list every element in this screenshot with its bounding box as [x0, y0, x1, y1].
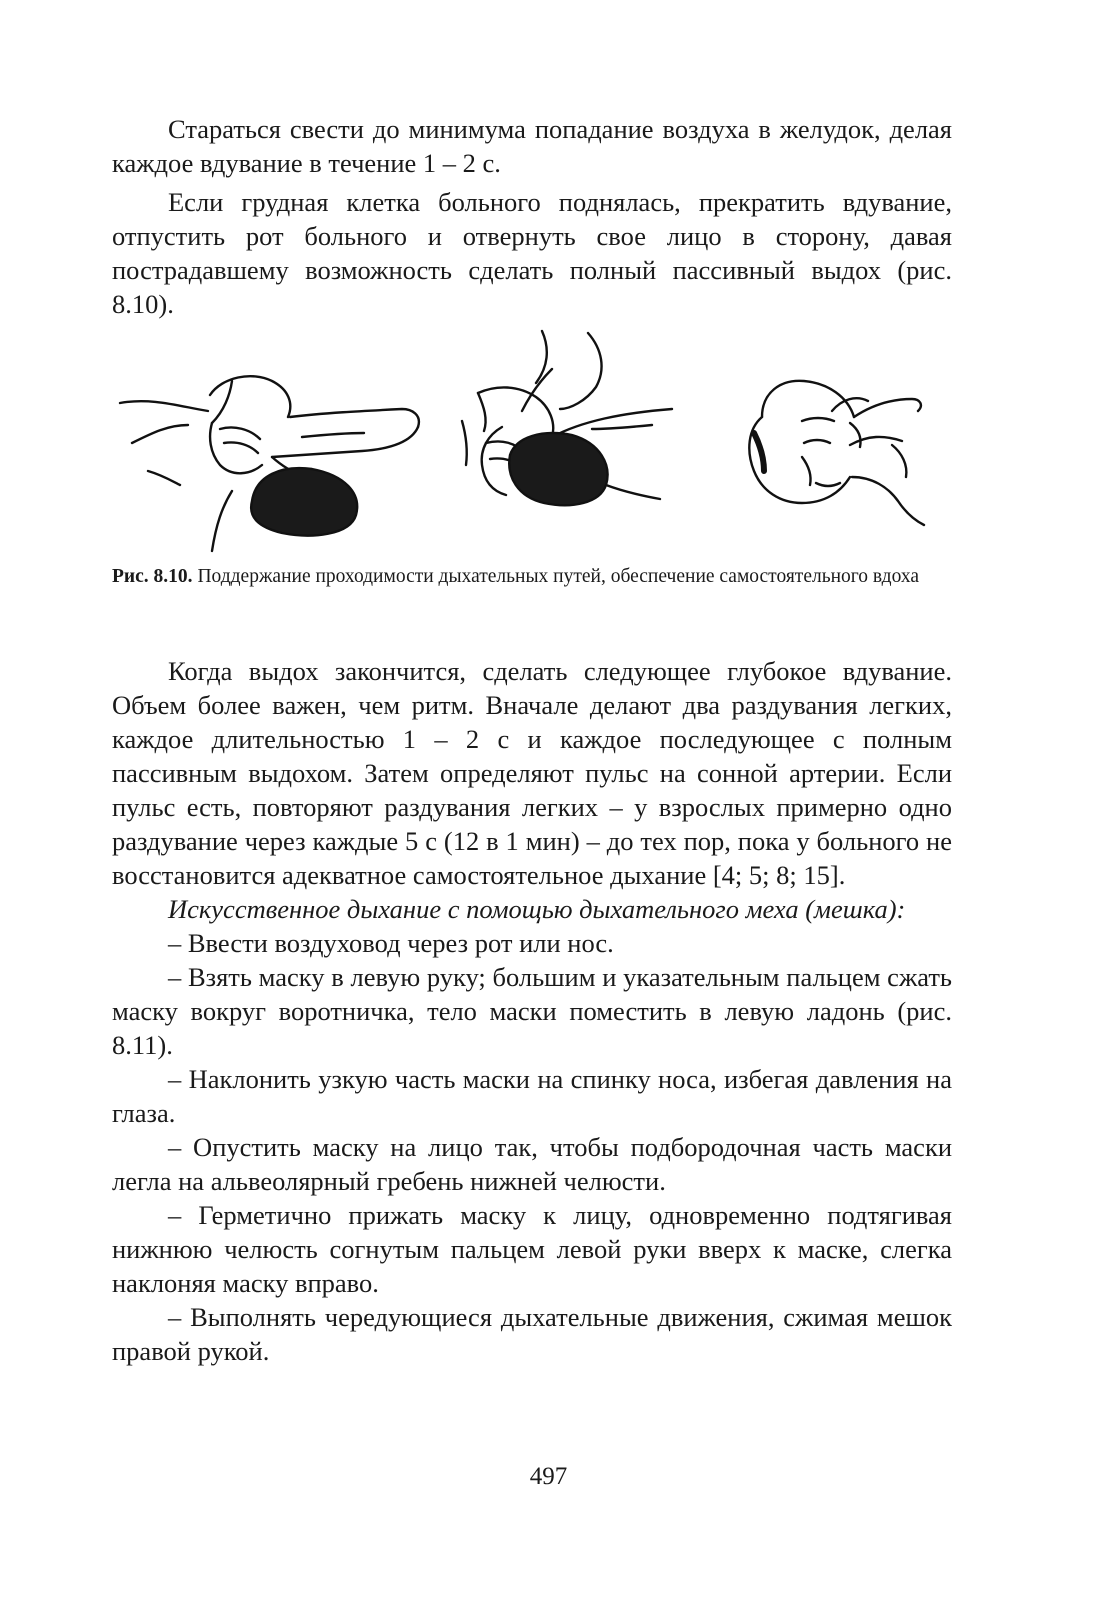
- figure-caption-text: Поддержание проходимости дыхательных путей, обеспечение самостоятельного вдоха: [192, 566, 919, 587]
- figure-8-10: [112, 325, 952, 557]
- section-heading: Искусственное дыхание с помощью дыхательного меха (мешка):: [168, 894, 906, 924]
- page-number: 497: [529, 1463, 568, 1490]
- paragraph: Если грудная клетка больного поднялась, прекратить вдувание, отпустить рот больного и отвернуть свое лицо в сторону, давая пострадавшему возможность сделать полный пассивный выдох (рис. 8.10).: [112, 187, 952, 319]
- list-item: – Ввести воздуховод через рот или нос.: [168, 928, 614, 958]
- bottom-text-block: [112, 654, 952, 1368]
- illustration-face-hold: [749, 381, 924, 525]
- top-text-block: [112, 112, 952, 321]
- illustration-head-tilt: [120, 376, 419, 551]
- list-item: – Герметично прижать маску к лицу, одновременно подтягивая нижнюю челюсть согнутым пальцем левой руки вверх к маске, слегка наклоняя маску вправо.: [112, 1200, 952, 1298]
- paragraph: Когда выдох закончится, сделать следующее глубокое вдувание. Объем более важен, чем ритм. Вначале делают два раздувания легких, каждое длительностью 1 – 2 с и каждое последующее с полным пассивным выдохом. Затем определяют пульс на сонной артерии. Если пульс есть, повторяют раздувания легких – у взрослых примерно одно раздувание через каждые 5 с (12 в 1 мин) – до тех пор, пока у больного не восстановится адекватное самостоятельное дыхание [4; 5; 8; 15].: [112, 656, 952, 890]
- airway-illustration: [112, 325, 952, 557]
- paragraph: Стараться свести до минимума попадание воздуха в желудок, делая каждое вдувание в течение 1 – 2 с.: [112, 114, 952, 178]
- illustration-jaw-thrust: [462, 331, 672, 505]
- list-item: – Взять маску в левую руку; большим и указательным пальцем сжать маску вокруг воротничка, тело маски поместить в левую ладонь (рис. 8.11).: [112, 962, 952, 1060]
- figure-caption-label: Рис. 8.10.: [112, 566, 193, 587]
- list-item: – Опустить маску на лицо так, чтобы подбородочная часть маски легла на альвеолярный гребень нижней челюсти.: [112, 1132, 952, 1196]
- list-item: – Наклонить узкую часть маски на спинку носа, избегая давления на глаза.: [112, 1064, 952, 1128]
- figure-caption: [112, 563, 952, 590]
- list-item: – Выполнять чередующиеся дыхательные движения, сжимая мешок правой рукой.: [112, 1302, 952, 1366]
